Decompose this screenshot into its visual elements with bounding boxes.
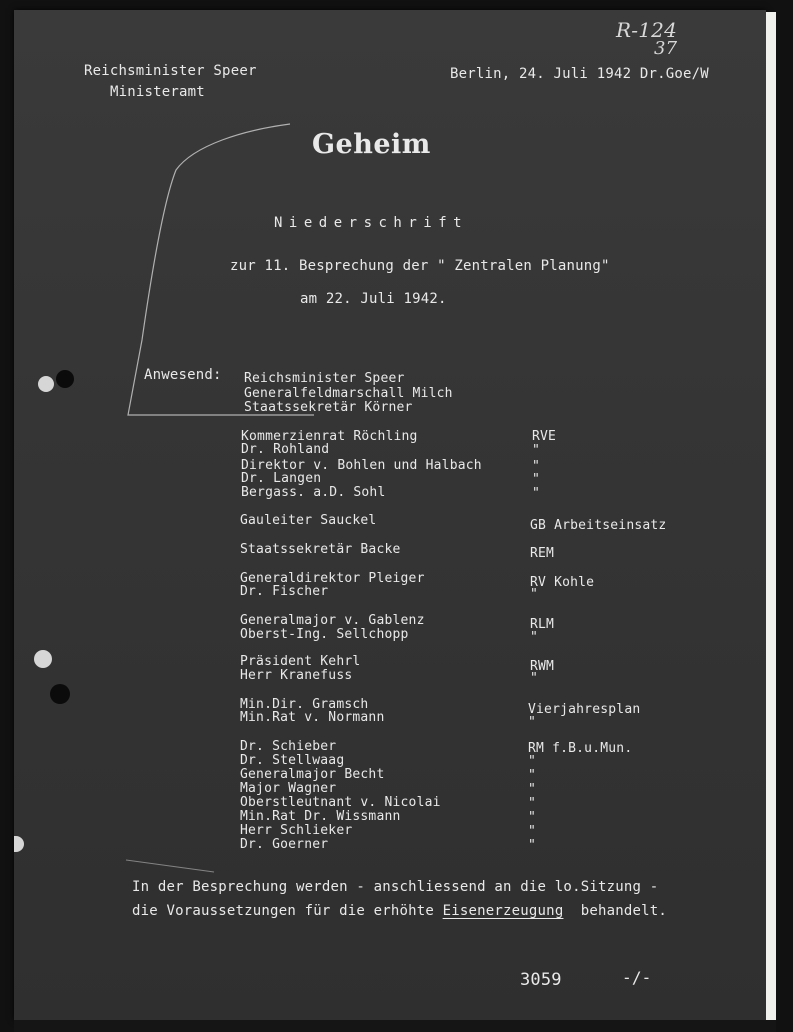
classification-stamp: Geheim bbox=[312, 129, 431, 160]
attendee-name: Major Wagner bbox=[240, 781, 337, 796]
paper-edge bbox=[766, 12, 776, 1020]
attendee-organization: RLM bbox=[530, 617, 555, 632]
ministry-department: Ministeramt bbox=[110, 84, 205, 100]
closing-line-2-text: die Voraussetzungen für die erhöhte bbox=[132, 903, 443, 919]
attendee-name: Dr. Goerner bbox=[240, 837, 329, 852]
attendee-name: Herr Kranefuss bbox=[240, 668, 353, 683]
pencil-bracket-mark bbox=[14, 10, 766, 1020]
ditto-mark: " bbox=[532, 443, 541, 458]
ditto-mark: " bbox=[532, 472, 541, 487]
attendee-name: Präsident Kehrl bbox=[240, 654, 361, 669]
ditto-mark: " bbox=[528, 715, 537, 730]
attendee-name: Bergass. a.D. Sohl bbox=[241, 485, 386, 500]
attendee-organization: GB Arbeitseinsatz bbox=[530, 518, 667, 533]
ditto-mark: " bbox=[528, 754, 537, 769]
closing-line-2 bbox=[132, 904, 667, 918]
attendee-name: Oberst-Ing. Sellchopp bbox=[240, 627, 409, 642]
place-and-date: Berlin, 24. Juli 1942 Dr.Goe/W bbox=[450, 66, 709, 82]
attendance-label: Anwesend: bbox=[144, 367, 222, 383]
attendee-name: Min.Rat v. Normann bbox=[240, 710, 385, 725]
attendee-organization: RM f.B.u.Mun. bbox=[528, 741, 633, 756]
ditto-mark: " bbox=[530, 671, 539, 686]
ministry-name: Reichsminister Speer bbox=[84, 63, 257, 79]
attendee-name: Generalmajor Becht bbox=[240, 767, 385, 782]
attendee-name: Herr Schlieker bbox=[240, 823, 353, 838]
ditto-mark: " bbox=[528, 810, 537, 825]
attendee-organization: REM bbox=[530, 546, 555, 561]
attendee-name: Dr. Rohland bbox=[241, 442, 330, 457]
attendee-name: Dr. Langen bbox=[241, 471, 322, 486]
attendee-name: Oberstleutnant v. Nicolai bbox=[240, 795, 441, 810]
document-title: Niederschrift bbox=[274, 215, 469, 231]
attendee-organization: RVE bbox=[532, 429, 557, 444]
continuation-mark: -/- bbox=[622, 968, 652, 987]
archive-mark: R-124 bbox=[616, 18, 677, 42]
archive-mark-number: 37 bbox=[654, 38, 678, 59]
underlined-term: Eisenerzeugung bbox=[442, 903, 564, 919]
ditto-mark: " bbox=[530, 587, 539, 602]
ditto-mark: " bbox=[530, 630, 539, 645]
attendee-organization: RWM bbox=[530, 659, 555, 674]
attendee-name: Generalfeldmarschall Milch bbox=[244, 386, 453, 401]
attendee-name: Gauleiter Sauckel bbox=[240, 513, 377, 528]
attendee-name: Dr. Stellwaag bbox=[240, 753, 345, 768]
ditto-mark: " bbox=[528, 796, 537, 811]
attendee-name: Staatssekretär Körner bbox=[244, 400, 413, 415]
attendee-name: Min.Dir. Gramsch bbox=[240, 697, 369, 712]
attendee-name: Dr. Schieber bbox=[240, 739, 337, 754]
ditto-mark: " bbox=[532, 459, 541, 474]
punch-hole-1 bbox=[38, 376, 54, 392]
ditto-mark: " bbox=[528, 768, 537, 783]
attendee-name: Reichsminister Speer bbox=[244, 371, 405, 386]
attendee-name: Direktor v. Bohlen und Halbach bbox=[241, 458, 482, 473]
attendee-name: Staatssekretär Backe bbox=[240, 542, 401, 557]
ditto-mark: " bbox=[528, 782, 537, 797]
punch-hole-3 bbox=[34, 650, 52, 668]
document-page bbox=[14, 10, 766, 1020]
attendee-organization: Vierjahresplan bbox=[528, 702, 641, 717]
ditto-mark: " bbox=[532, 486, 541, 501]
meeting-date: am 22. Juli 1942. bbox=[300, 291, 447, 307]
attendee-name: Generalmajor v. Gablenz bbox=[240, 613, 425, 628]
attendee-name: Dr. Fischer bbox=[240, 584, 329, 599]
document-subtitle: zur 11. Besprechung der " Zentralen Planung" bbox=[230, 258, 610, 274]
ditto-mark: " bbox=[528, 824, 537, 839]
attendee-organization: RV Kohle bbox=[530, 575, 595, 590]
document-number: 3059 bbox=[520, 970, 562, 990]
punch-hole-4 bbox=[50, 684, 70, 704]
ditto-mark: " bbox=[528, 838, 537, 853]
closing-line-1: In der Besprechung werden - anschliessend an die lo.Sitzung - bbox=[132, 879, 659, 895]
attendee-name: Kommerzienrat Röchling bbox=[241, 429, 418, 444]
attendee-name: Min.Rat Dr. Wissmann bbox=[240, 809, 401, 824]
attendee-name: Generaldirektor Pleiger bbox=[240, 571, 425, 586]
closing-line-2-end: behandelt. bbox=[563, 903, 667, 919]
scan-border bbox=[14, 1020, 776, 1032]
punch-hole-2 bbox=[56, 370, 74, 388]
